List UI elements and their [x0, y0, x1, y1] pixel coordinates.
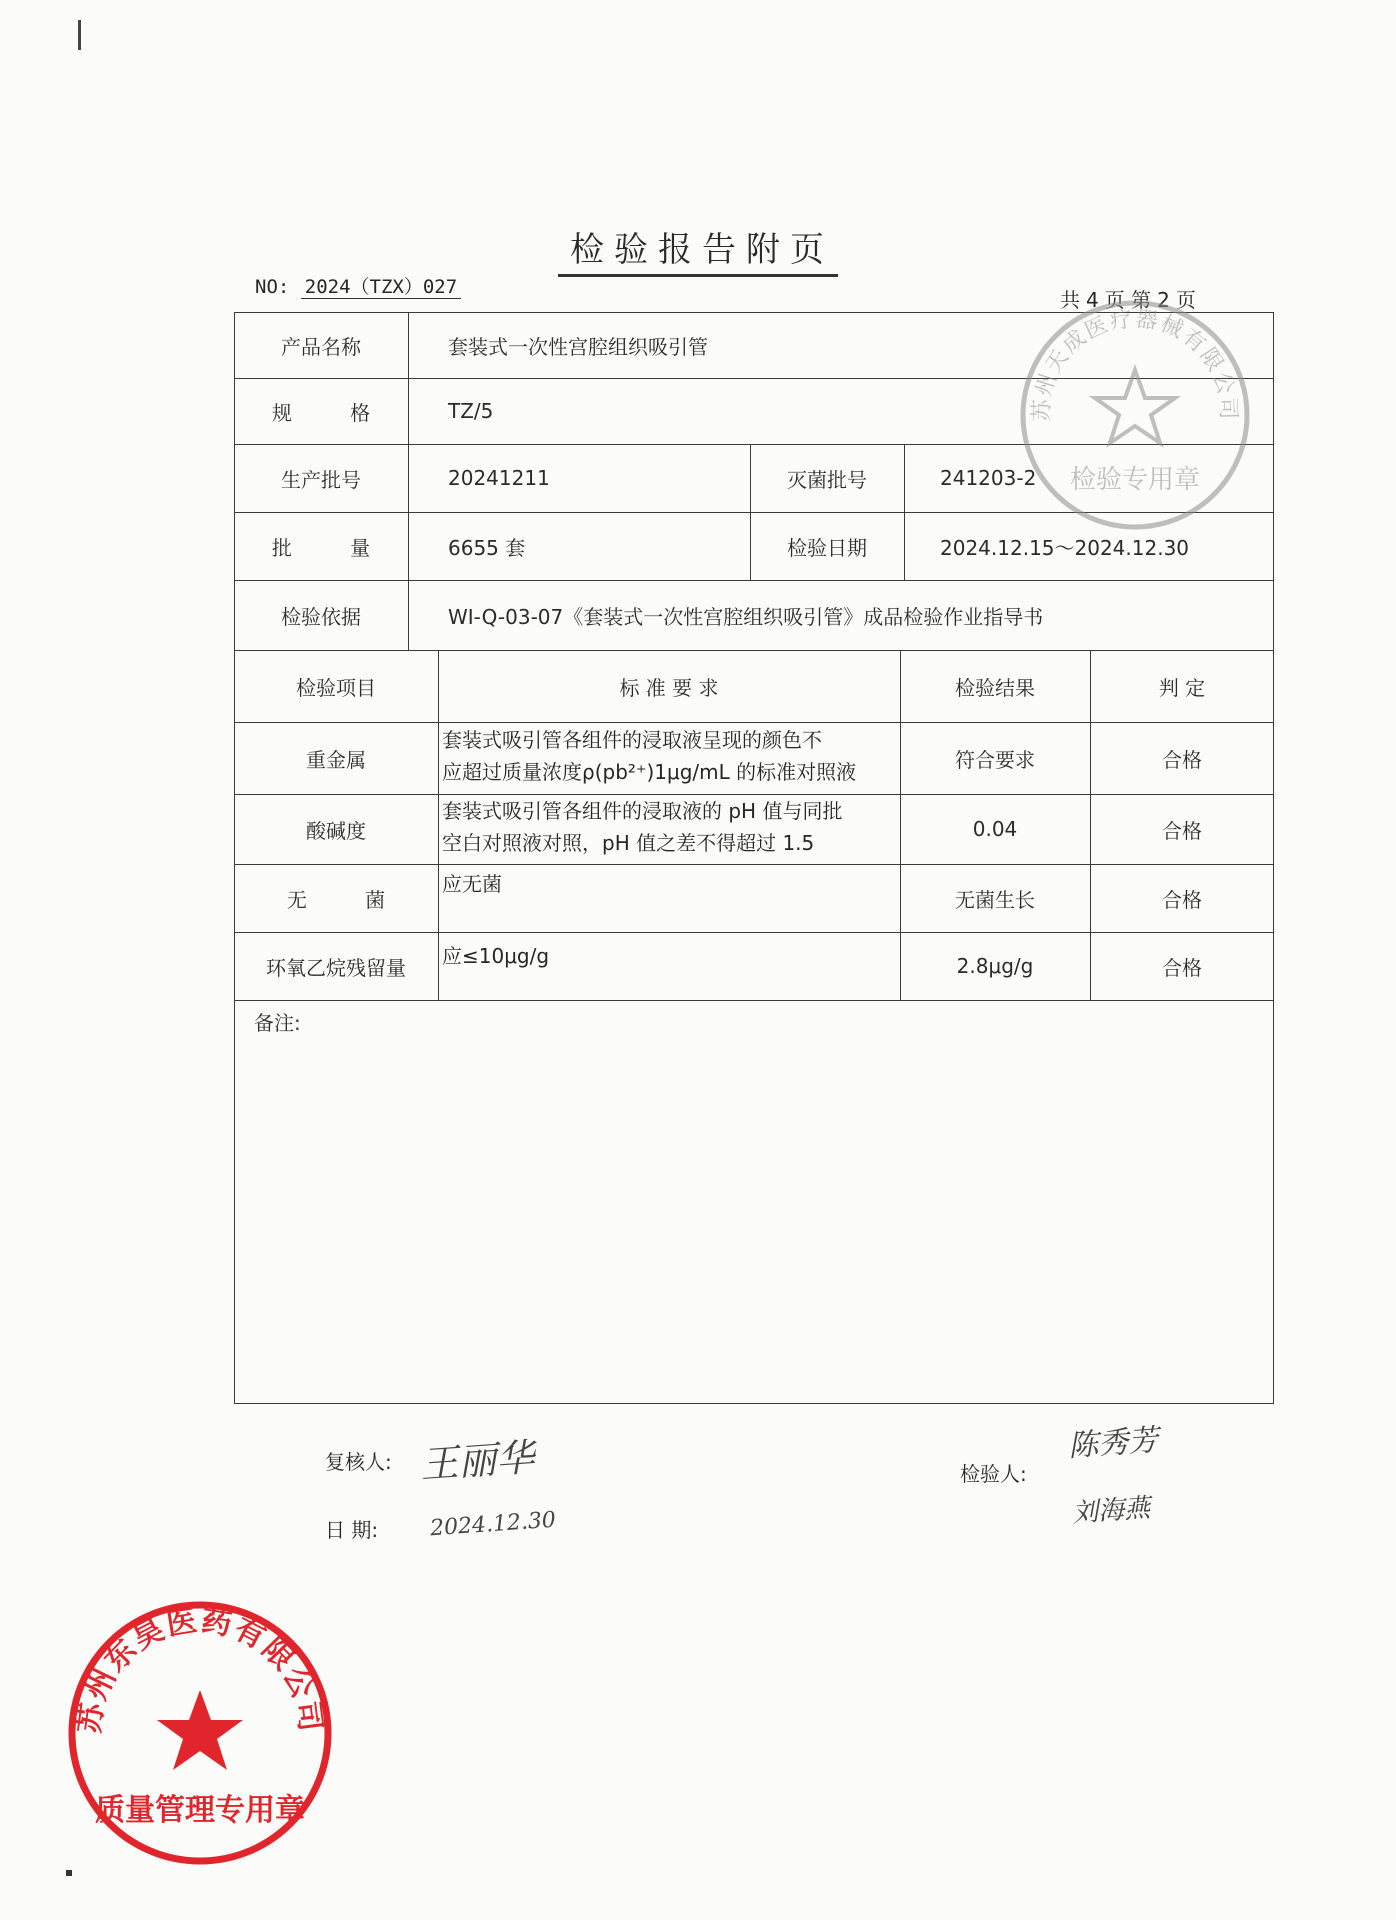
reviewer-signature: 王丽华 — [418, 1435, 536, 1487]
row-result: 2.8μg/g — [956, 954, 1034, 978]
row-result: 无菌生长 — [955, 887, 1035, 912]
inspection-stamp — [1010, 290, 1260, 540]
quality-stamp-company: 苏州东昊医药有限公司 — [71, 1603, 329, 1736]
col-divider — [904, 444, 905, 580]
product-name-value: 套装式一次性宫腔组织吸引管 — [448, 334, 708, 359]
quantity-label: 批 量 — [271, 535, 397, 560]
row-result: 0.04 — [972, 817, 1018, 841]
pages-total-post: 页 — [1104, 288, 1125, 312]
requirement-line: 应超过质量浓度ρ(pb²⁺)1μg/mL 的标准对照液 — [442, 760, 857, 784]
quantity-value: 6655 套 — [448, 535, 526, 560]
requirement-line: 套装式吸引管各组件的浸取液的 pH 值与同批 — [442, 799, 843, 823]
scan-mark — [78, 20, 81, 50]
header-item: 检验项目 — [296, 675, 376, 700]
inspector-signature-1: 陈秀芳 — [1067, 1422, 1160, 1465]
spec-value: TZ/5 — [448, 399, 494, 423]
report-number-label: NO: — [255, 276, 290, 298]
steril-batch-value: 241203-2 — [940, 466, 1037, 490]
document-title: 检验报告附页 — [0, 222, 1396, 271]
report-number — [255, 272, 461, 299]
basis-value: WI-Q-03-07《套装式一次性宫腔组织吸引管》成品检验作业指导书 — [448, 604, 1044, 629]
quality-management-stamp — [65, 1598, 335, 1868]
test-date-value: 2024.12.15～2024.12.30 — [940, 535, 1190, 560]
report-number-value: 2024（TZX）027 — [301, 276, 461, 299]
row-item: 无 菌 — [286, 887, 412, 912]
batch-label: 生产批号 — [281, 467, 361, 492]
row-judgement: 合格 — [1162, 818, 1202, 843]
date-label: 日 期: — [325, 1518, 379, 1542]
requirement-line: 空白对照液对照，pH 值之差不得超过 1.5 — [442, 831, 815, 855]
row-requirement — [438, 868, 900, 900]
reviewer-label: 复核人: — [325, 1450, 392, 1474]
batch-value: 20241211 — [448, 466, 550, 490]
requirement-line: 应无菌 — [442, 872, 502, 896]
row-requirement — [438, 795, 900, 859]
spec-label: 规 格 — [271, 400, 397, 425]
inspection-stamp-purpose: 检验专用章 — [1069, 465, 1201, 495]
pages-current-post: 页 — [1175, 288, 1196, 312]
product-name-label: 产品名称 — [281, 334, 361, 359]
row-item: 环氧乙烷残留量 — [266, 955, 406, 980]
row-judgement: 合格 — [1162, 747, 1202, 772]
steril-batch-label: 灭菌批号 — [787, 467, 867, 492]
header-judgement: 判 定 — [1158, 675, 1206, 700]
date-handwritten: 2024.12.30 — [429, 1507, 557, 1542]
col-divider — [408, 312, 409, 650]
row-divider — [234, 1000, 1274, 1001]
pages-total-pre: 共 — [1060, 288, 1080, 312]
quality-stamp-purpose: 质量管理专用章 — [95, 1793, 305, 1828]
requirement-line: 套装式吸引管各组件的浸取液呈现的颜色不 — [442, 728, 822, 752]
pages-total: 4 — [1080, 288, 1105, 313]
remarks-label: 备注: — [254, 1010, 301, 1035]
row-item: 酸碱度 — [306, 818, 366, 843]
test-date-label: 检验日期 — [787, 535, 867, 560]
row-item: 重金属 — [306, 747, 366, 772]
basis-label: 检验依据 — [281, 604, 361, 629]
row-judgement: 合格 — [1162, 887, 1202, 912]
header-requirement: 标 准 要 求 — [619, 675, 719, 700]
scan-mark — [66, 1870, 72, 1876]
header-result: 检验结果 — [955, 675, 1035, 700]
row-requirement — [438, 724, 900, 788]
row-result: 符合要求 — [955, 747, 1035, 772]
requirement-line: 应≤10μg/g — [442, 944, 550, 968]
inspection-stamp-company: 苏州天成医疗器械有限公司 — [1029, 306, 1241, 422]
pages-current: 2 — [1151, 288, 1176, 313]
row-judgement: 合格 — [1162, 955, 1202, 980]
inspector-label: 检验人: — [960, 1462, 1027, 1486]
row-requirement — [438, 940, 900, 972]
pages-current-pre: 第 — [1131, 288, 1152, 312]
inspector-signature-2: 刘海燕 — [1071, 1493, 1152, 1529]
